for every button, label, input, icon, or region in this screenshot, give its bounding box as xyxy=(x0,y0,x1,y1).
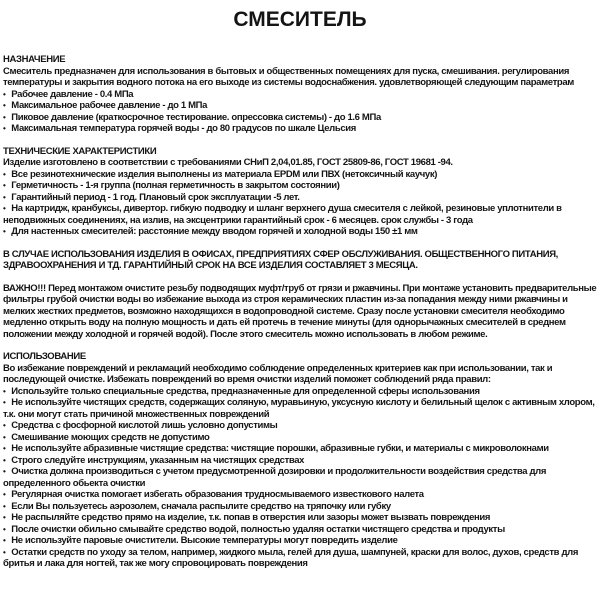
bullet-marker-icon: • xyxy=(3,513,6,522)
bullet-item: • Если Вы пользуетесь аэрозолем, сначала распылите средство на тряпочку или губку xyxy=(3,500,391,512)
section-heading: ИСПОЛЬЗОВАНИЕ xyxy=(3,351,86,362)
section xyxy=(3,351,597,570)
bullet-marker-icon: • xyxy=(3,192,6,202)
bullet-marker-icon: • xyxy=(3,112,6,122)
bullet-marker-icon: • xyxy=(3,490,6,499)
bullet-item: • Строго следуйте инструкциям, указанным на чистящих средствах xyxy=(3,454,305,466)
bullet-marker-icon: • xyxy=(3,421,6,430)
bullet-item: • Не используйте паровые очистители. Высокие температуры могут повредить изделие xyxy=(3,535,398,546)
bullet-item: • Гарантийный период - 1 год. Плановый срок эксплуатации -5 лет. xyxy=(3,191,300,203)
bullet-item: • Используйте только специальные средства, предназначенные для определенной сферы использования xyxy=(3,385,480,397)
bullet-marker-icon: • xyxy=(3,524,6,534)
paragraph: ВАЖНО!!! Перед монтажом очистите резьбу подводящих муфт/труб от грязи и ржавчины. При монтаже установить предварительные фильтры грубой очистки воды во избежание выхода из строя керамических пластин из-за попадания между ними ржавчины и мелких жестких предметов, возможно находящихся в водопроводной системе. Сразу после установки смесителя необходимо медленно открыть воду на полную мощность и дать ей протечь в течение минуты (для однорычажных смесителей в среднем положении между холодной и горячей водой). После этого смеситель можно использовать в любом режиме. xyxy=(3,282,597,340)
bullet-item: • Остатки средств по уходу за телом, например, жидкого мыла, гелей для душа, шампуней, краски для волос, духов, средств для бритья и лака для ногтей, так же могу спровоцировать повреждения xyxy=(3,546,579,569)
bullet-item: • Смешивание моющих средств не допустимо xyxy=(3,431,210,443)
bullet-item: • Для настенных смесителей: расстояние между вводом горячей и холодной воды 150 ±1 мм xyxy=(3,226,418,237)
paragraph: Во избежание повреждений и рекламаций необходимо соблюдение определенных критериев как при использовании, так и последующей очистке. Избежать повреждений во время очистки изделий поможет соблюдений ряда правил: xyxy=(3,362,553,385)
section-heading: ТЕХНИЧЕСКИЕ ХАРАКТЕРИСТИКИ xyxy=(3,145,157,157)
bullet-marker-icon: • xyxy=(3,398,6,407)
section xyxy=(3,283,597,341)
bullet-item: • Не используйте чистящих средств, содержащих соляную, муравьиную, уксусную кислоту и белильный щелок с активным хлором, т.к. они могут стать причиной множественных повреждений xyxy=(3,397,595,420)
bullet-marker-icon: • xyxy=(3,386,6,396)
bullet-item: • Все резинотехнические изделия выполнены из материала EPDM или ПВХ (нетоксичный каучук) xyxy=(3,168,438,180)
bullet-item: • Не используйте абразивные чистящие средства: чистящие порошки, абразивные губки, и материалы с микроволокнами xyxy=(3,443,549,454)
bullet-marker-icon: • xyxy=(3,467,6,476)
bullet-marker-icon: • xyxy=(3,101,6,110)
section-heading: НАЗНАЧЕНИЕ xyxy=(3,54,66,65)
bullet-marker-icon: • xyxy=(3,204,6,213)
bullet-item: • Средства с фосфорной кислотой лишь условно допустимы xyxy=(3,420,278,431)
bullet-item: • Рабочее давление - 0.4 МПа xyxy=(3,88,134,100)
bullet-marker-icon: • xyxy=(3,455,6,465)
bullet-marker-icon: • xyxy=(3,227,6,236)
bullet-item: • После очистки обильно смывайте средство водой, полностью удаляя остатки чистящего средства и продукты xyxy=(3,523,505,535)
bullet-marker-icon: • xyxy=(3,536,6,545)
document-body xyxy=(3,54,597,570)
bullet-item: • Пиковое давление (краткосрочное тестирование. опрессовка системы) - до 1.6 МПа xyxy=(3,111,381,123)
document-title: СМЕСИТЕЛЬ xyxy=(233,8,367,31)
bullet-item: • На картридж, кранбуксы, дивертор. гибкую подводку и шланг верхнего душа смесителя с лейкой, резиновые уплотнители в неподвижных соединениях, на излив, на эксцентрики гарантийный срок - 6 месяцев. срок службы - 3 года xyxy=(3,203,562,226)
bullet-marker-icon: • xyxy=(3,181,6,190)
bullet-marker-icon: • xyxy=(3,501,6,511)
paragraph: Смеситель предназначен для использования в бытовых и общественных помещениях для пуска, смешивания. регулирования температуры и закрытия водного потока на его выходе из системы водоснабжения. удовлетворяющей следующим параметрам xyxy=(3,65,574,88)
bullet-item: • Регулярная очистка помогает избегать образования трудносмываемого известкового налета xyxy=(3,489,424,500)
bullet-marker-icon: • xyxy=(3,444,6,453)
section xyxy=(3,146,597,238)
bullet-marker-icon: • xyxy=(3,89,6,99)
bullet-item: • Герметичность - 1-я группа (полная герметичность в закрытом состоянии) xyxy=(3,180,340,191)
section xyxy=(3,249,597,272)
paragraph: Изделие изготовлено в соответствии с требованиями СНиП 2,04,01.85, ГОСТ 25809-86, ГОСТ 19681 -94. xyxy=(3,157,453,168)
bullet-item: • Очистка должна производиться с учетом предусмотренной дозировки и продолжительности воздействия средства для определенного обьекта очистки xyxy=(3,466,547,489)
bullet-marker-icon: • xyxy=(3,432,6,442)
bullet-marker-icon: • xyxy=(3,124,6,133)
paragraph: В СЛУЧАЕ ИСПОЛЬЗОВАНИЯ ИЗДЕЛИЯ В ОФИСАХ, ПРЕДПРИЯТИЯХ СФЕР ОБСЛУЖИВАНИЯ. ОБЩЕСТВЕННОГО ПИТАНИЯ, ЗДРАВООХРАНЕНИЯ И ТД. ГАРАНТИЙНЫЙ СРОК НА ВСЕ ИЗДЕЛИЯ СОСТАВЛЯЕТ 3 МЕСЯЦА. xyxy=(3,248,558,271)
bullet-marker-icon: • xyxy=(3,547,6,557)
section xyxy=(3,54,597,135)
bullet-item: • Максимальная температура горячей воды - до 80 градусов по шкале Цельсия xyxy=(3,123,356,134)
bullet-item: • Максимальное рабочее давление - до 1 МПа xyxy=(3,100,208,111)
bullet-marker-icon: • xyxy=(3,169,6,179)
bullet-item: • Не распыляйте средство прямо на изделие, т.к. попав в отверстия или зазоры может вызвать повреждения xyxy=(3,512,491,523)
